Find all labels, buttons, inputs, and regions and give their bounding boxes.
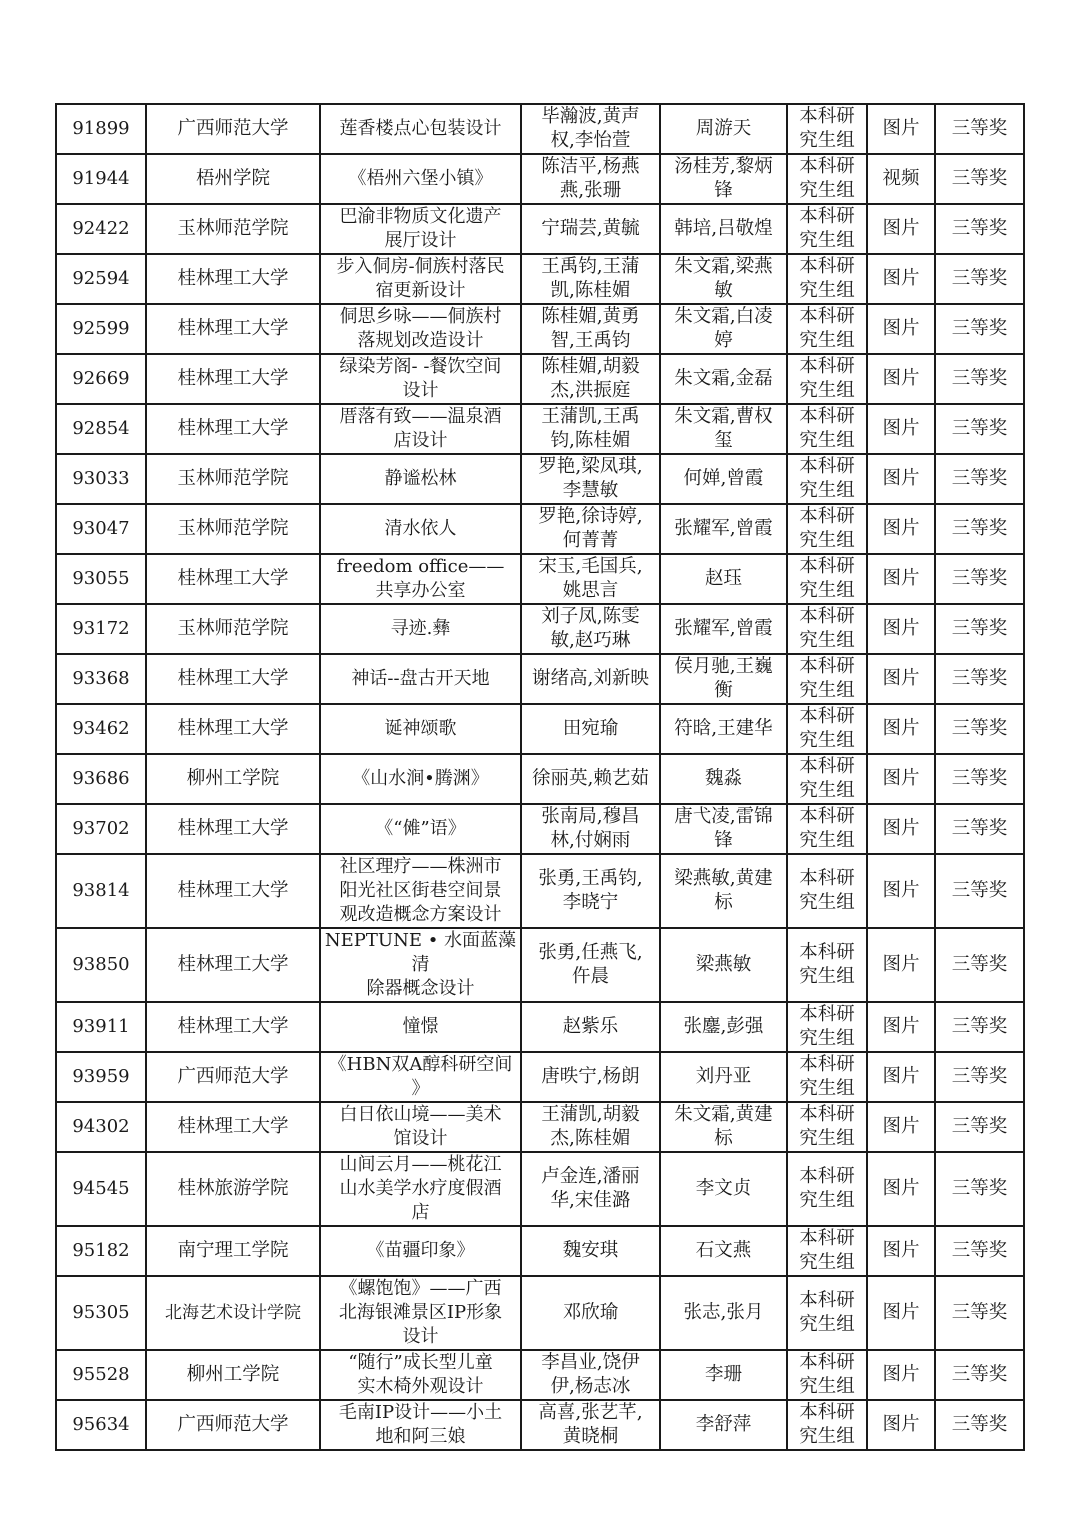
work-title-cell: 《螺饱饱》——广西 北海银滩景区IP形象 设计	[320, 1276, 521, 1350]
group-cell: 本科研 究生组	[787, 104, 867, 154]
school-cell: 桂林理工大学	[146, 928, 320, 1002]
table-row	[56, 604, 1024, 654]
media-type-cell: 图片	[867, 928, 935, 1002]
media-type-cell: 图片	[867, 604, 935, 654]
media-type-cell: 图片	[867, 204, 935, 254]
school-cell: 玉林师范学院	[146, 604, 320, 654]
table-row	[56, 1226, 1024, 1276]
media-type-cell: 图片	[867, 304, 935, 354]
advisors-cell: 张耀军,曾霞	[660, 504, 787, 554]
table-row	[56, 1002, 1024, 1052]
authors-cell: 张勇,任燕飞, 仵晨	[521, 928, 660, 1002]
table-row	[56, 304, 1024, 354]
authors-cell: 魏安琪	[521, 1226, 660, 1276]
media-type-cell: 图片	[867, 1002, 935, 1052]
school-cell: 桂林理工大学	[146, 1002, 320, 1052]
award-cell: 三等奖	[935, 754, 1024, 804]
group-cell: 本科研 究生组	[787, 804, 867, 854]
group-cell: 本科研 究生组	[787, 454, 867, 504]
entry-id-cell: 92422	[56, 204, 146, 254]
media-type-cell: 图片	[867, 804, 935, 854]
media-type-cell: 图片	[867, 1102, 935, 1152]
authors-cell: 罗艳,徐诗婷, 何菁菁	[521, 504, 660, 554]
entry-id-cell: 93911	[56, 1002, 146, 1052]
authors-cell: 刘子凤,陈雯 敏,赵巧琳	[521, 604, 660, 654]
entry-id-cell: 93686	[56, 754, 146, 804]
entry-id-cell: 91944	[56, 154, 146, 204]
school-cell: 南宁理工学院	[146, 1226, 320, 1276]
advisors-cell: 张鏖,彭强	[660, 1002, 787, 1052]
school-cell: 桂林理工大学	[146, 1102, 320, 1152]
entry-id-cell: 94545	[56, 1152, 146, 1226]
authors-cell: 宋玉,毛国兵, 姚思言	[521, 554, 660, 604]
advisors-cell: 朱文霜,梁燕 敏	[660, 254, 787, 304]
advisors-cell: 梁燕敏,黄建 标	[660, 854, 787, 928]
award-cell: 三等奖	[935, 104, 1024, 154]
entry-id-cell: 93462	[56, 704, 146, 754]
award-cell: 三等奖	[935, 554, 1024, 604]
group-cell: 本科研 究生组	[787, 254, 867, 304]
entry-id-cell: 91899	[56, 104, 146, 154]
table-row	[56, 504, 1024, 554]
work-title-cell: 巴渝非物质文化遗产 展厅设计	[320, 204, 521, 254]
group-cell: 本科研 究生组	[787, 154, 867, 204]
table-row	[56, 354, 1024, 404]
entry-id-cell: 93814	[56, 854, 146, 928]
award-cell: 三等奖	[935, 1002, 1024, 1052]
advisors-cell: 侯月驰,王巍 衡	[660, 654, 787, 704]
work-title-cell: 社区理疗——株洲市 阳光社区街巷空间景 观改造概念方案设计	[320, 854, 521, 928]
table-row	[56, 1102, 1024, 1152]
media-type-cell: 图片	[867, 754, 935, 804]
authors-cell: 陈桂媚,胡毅 杰,洪振庭	[521, 354, 660, 404]
media-type-cell: 图片	[867, 404, 935, 454]
award-cell: 三等奖	[935, 304, 1024, 354]
group-cell: 本科研 究生组	[787, 204, 867, 254]
entry-id-cell: 95305	[56, 1276, 146, 1350]
advisors-cell: 周游天	[660, 104, 787, 154]
advisors-cell: 石文燕	[660, 1226, 787, 1276]
advisors-cell: 朱文霜,白凌 婷	[660, 304, 787, 354]
advisors-cell: 赵珏	[660, 554, 787, 604]
group-cell: 本科研 究生组	[787, 928, 867, 1002]
school-cell: 桂林理工大学	[146, 704, 320, 754]
advisors-cell: 韩培,吕敬煌	[660, 204, 787, 254]
media-type-cell: 图片	[867, 354, 935, 404]
advisors-cell: 李舒萍	[660, 1400, 787, 1450]
group-cell: 本科研 究生组	[787, 654, 867, 704]
entry-id-cell: 92599	[56, 304, 146, 354]
school-cell: 桂林理工大学	[146, 304, 320, 354]
advisors-cell: 何婵,曾霞	[660, 454, 787, 504]
media-type-cell: 视频	[867, 154, 935, 204]
award-cell: 三等奖	[935, 1152, 1024, 1226]
media-type-cell: 图片	[867, 654, 935, 704]
award-cell: 三等奖	[935, 1226, 1024, 1276]
work-title-cell: NEPTUNE • 水面蓝藻清 除器概念设计	[320, 928, 521, 1002]
entry-id-cell: 93959	[56, 1052, 146, 1102]
work-title-cell: 《“傩”语》	[320, 804, 521, 854]
award-cell: 三等奖	[935, 654, 1024, 704]
authors-cell: 王蒲凯,胡毅 杰,陈桂媚	[521, 1102, 660, 1152]
table-row	[56, 1400, 1024, 1450]
group-cell: 本科研 究生组	[787, 1052, 867, 1102]
school-cell: 桂林理工大学	[146, 404, 320, 454]
advisors-cell: 张志,张月	[660, 1276, 787, 1350]
group-cell: 本科研 究生组	[787, 304, 867, 354]
work-title-cell: 寻迹.彝	[320, 604, 521, 654]
work-title-cell: 绿染芳阁- -餐饮空间 设计	[320, 354, 521, 404]
media-type-cell: 图片	[867, 1052, 935, 1102]
authors-cell: 谢绪高,刘新映	[521, 654, 660, 704]
table-row	[56, 454, 1024, 504]
authors-cell: 田宛瑜	[521, 704, 660, 754]
school-cell: 桂林理工大学	[146, 254, 320, 304]
authors-cell: 张南局,穆昌 林,付娴雨	[521, 804, 660, 854]
award-cell: 三等奖	[935, 454, 1024, 504]
group-cell: 本科研 究生组	[787, 1226, 867, 1276]
award-cell: 三等奖	[935, 254, 1024, 304]
advisors-cell: 梁燕敏	[660, 928, 787, 1002]
advisors-cell: 李珊	[660, 1350, 787, 1400]
work-title-cell: freedom office—— 共享办公室	[320, 554, 521, 604]
school-cell: 玉林师范学院	[146, 454, 320, 504]
table-row	[56, 654, 1024, 704]
authors-cell: 赵紫乐	[521, 1002, 660, 1052]
group-cell: 本科研 究生组	[787, 704, 867, 754]
award-cell: 三等奖	[935, 1052, 1024, 1102]
entry-id-cell: 93702	[56, 804, 146, 854]
award-cell: 三等奖	[935, 204, 1024, 254]
table-row	[56, 1152, 1024, 1226]
group-cell: 本科研 究生组	[787, 354, 867, 404]
work-title-cell: 白日依山境——美术 馆设计	[320, 1102, 521, 1152]
school-cell: 梧州学院	[146, 154, 320, 204]
award-cell: 三等奖	[935, 1102, 1024, 1152]
work-title-cell: 山间云月——桃花江 山水美学水疗度假酒 店	[320, 1152, 521, 1226]
work-title-cell: 《苗疆印象》	[320, 1226, 521, 1276]
authors-cell: 李昌业,饶伊 伊,杨志冰	[521, 1350, 660, 1400]
group-cell: 本科研 究生组	[787, 754, 867, 804]
work-title-cell: 清水依人	[320, 504, 521, 554]
authors-cell: 王禹钧,王蒲 凯,陈桂媚	[521, 254, 660, 304]
table-body	[56, 104, 1024, 1450]
work-title-cell: 《山水涧•腾渊》	[320, 754, 521, 804]
award-cell: 三等奖	[935, 354, 1024, 404]
authors-cell: 罗艳,梁凤琪, 李慧敏	[521, 454, 660, 504]
media-type-cell: 图片	[867, 854, 935, 928]
table-row	[56, 554, 1024, 604]
group-cell: 本科研 究生组	[787, 1102, 867, 1152]
award-cell: 三等奖	[935, 604, 1024, 654]
authors-cell: 张勇,王禹钧, 李晓宁	[521, 854, 660, 928]
advisors-cell: 刘丹亚	[660, 1052, 787, 1102]
media-type-cell: 图片	[867, 504, 935, 554]
media-type-cell: 图片	[867, 454, 935, 504]
group-cell: 本科研 究生组	[787, 404, 867, 454]
entry-id-cell: 95182	[56, 1226, 146, 1276]
work-title-cell: 诞神颂歌	[320, 704, 521, 754]
school-cell: 广西师范大学	[146, 1400, 320, 1450]
work-title-cell: 莲香楼点心包装设计	[320, 104, 521, 154]
school-cell: 柳州工学院	[146, 1350, 320, 1400]
advisors-cell: 李文贞	[660, 1152, 787, 1226]
work-title-cell: 厝落有致——温泉酒 店设计	[320, 404, 521, 454]
advisors-cell: 汤桂芳,黎炳 锋	[660, 154, 787, 204]
authors-cell: 卢金连,潘丽 华,宋佳潞	[521, 1152, 660, 1226]
school-cell: 广西师范大学	[146, 104, 320, 154]
awards-table	[55, 103, 1025, 1451]
media-type-cell: 图片	[867, 104, 935, 154]
group-cell: 本科研 究生组	[787, 1152, 867, 1226]
entry-id-cell: 93047	[56, 504, 146, 554]
table-row	[56, 1350, 1024, 1400]
work-title-cell: 神话--盘古开天地	[320, 654, 521, 704]
entry-id-cell: 93850	[56, 928, 146, 1002]
media-type-cell: 图片	[867, 254, 935, 304]
award-cell: 三等奖	[935, 1350, 1024, 1400]
group-cell: 本科研 究生组	[787, 854, 867, 928]
award-cell: 三等奖	[935, 404, 1024, 454]
authors-cell: 高喜,张艺芊, 黄晓桐	[521, 1400, 660, 1450]
table-row	[56, 854, 1024, 928]
group-cell: 本科研 究生组	[787, 1400, 867, 1450]
table-row	[56, 404, 1024, 454]
group-cell: 本科研 究生组	[787, 604, 867, 654]
advisors-cell: 张耀军,曾霞	[660, 604, 787, 654]
work-title-cell: 步入侗房-侗族村落民 宿更新设计	[320, 254, 521, 304]
school-cell: 玉林师范学院	[146, 504, 320, 554]
advisors-cell: 朱文霜,曹权 玺	[660, 404, 787, 454]
advisors-cell: 符晗,王建华	[660, 704, 787, 754]
award-cell: 三等奖	[935, 1276, 1024, 1350]
entry-id-cell: 92854	[56, 404, 146, 454]
authors-cell: 唐昳宁,杨朗	[521, 1052, 660, 1102]
work-title-cell: 毛南IP设计——小土 地和阿三娘	[320, 1400, 521, 1450]
school-cell: 北海艺术设计学院	[146, 1276, 320, 1350]
media-type-cell: 图片	[867, 1350, 935, 1400]
entry-id-cell: 93055	[56, 554, 146, 604]
work-title-cell: 静谧松林	[320, 454, 521, 504]
media-type-cell: 图片	[867, 554, 935, 604]
entry-id-cell: 95528	[56, 1350, 146, 1400]
media-type-cell: 图片	[867, 1152, 935, 1226]
entry-id-cell: 95634	[56, 1400, 146, 1450]
advisors-cell: 朱文霜,黄建 标	[660, 1102, 787, 1152]
entry-id-cell: 93033	[56, 454, 146, 504]
school-cell: 玉林师范学院	[146, 204, 320, 254]
table-row	[56, 804, 1024, 854]
award-cell: 三等奖	[935, 154, 1024, 204]
table-row	[56, 1276, 1024, 1350]
authors-cell: 陈桂媚,黄勇 智,王禹钧	[521, 304, 660, 354]
entry-id-cell: 93368	[56, 654, 146, 704]
authors-cell: 王蒲凯,王禹 钧,陈桂媚	[521, 404, 660, 454]
media-type-cell: 图片	[867, 704, 935, 754]
media-type-cell: 图片	[867, 1226, 935, 1276]
entry-id-cell: 93172	[56, 604, 146, 654]
group-cell: 本科研 究生组	[787, 1350, 867, 1400]
work-title-cell: 《梧州六堡小镇》	[320, 154, 521, 204]
table-row	[56, 754, 1024, 804]
authors-cell: 徐丽英,赖艺茹	[521, 754, 660, 804]
advisors-cell: 唐弋凌,雷锦 锋	[660, 804, 787, 854]
media-type-cell: 图片	[867, 1276, 935, 1350]
work-title-cell: 憧憬	[320, 1002, 521, 1052]
award-cell: 三等奖	[935, 928, 1024, 1002]
table-row	[56, 1052, 1024, 1102]
school-cell: 桂林旅游学院	[146, 1152, 320, 1226]
table-row	[56, 928, 1024, 1002]
school-cell: 桂林理工大学	[146, 354, 320, 404]
school-cell: 桂林理工大学	[146, 654, 320, 704]
award-cell: 三等奖	[935, 804, 1024, 854]
authors-cell: 邓欣瑜	[521, 1276, 660, 1350]
group-cell: 本科研 究生组	[787, 1276, 867, 1350]
media-type-cell: 图片	[867, 1400, 935, 1450]
award-cell: 三等奖	[935, 1400, 1024, 1450]
award-cell: 三等奖	[935, 704, 1024, 754]
school-cell: 桂林理工大学	[146, 854, 320, 928]
school-cell: 桂林理工大学	[146, 554, 320, 604]
school-cell: 广西师范大学	[146, 1052, 320, 1102]
entry-id-cell: 92669	[56, 354, 146, 404]
group-cell: 本科研 究生组	[787, 554, 867, 604]
award-cell: 三等奖	[935, 504, 1024, 554]
school-cell: 柳州工学院	[146, 754, 320, 804]
table-row	[56, 154, 1024, 204]
table-row	[56, 704, 1024, 754]
work-title-cell: 侗思乡咏——侗族村 落规划改造设计	[320, 304, 521, 354]
table-row	[56, 254, 1024, 304]
advisors-cell: 魏淼	[660, 754, 787, 804]
school-cell: 桂林理工大学	[146, 804, 320, 854]
authors-cell: 毕瀚波,黄声 权,李怡萱	[521, 104, 660, 154]
authors-cell: 陈洁平,杨燕 燕,张珊	[521, 154, 660, 204]
award-cell: 三等奖	[935, 854, 1024, 928]
entry-id-cell: 94302	[56, 1102, 146, 1152]
group-cell: 本科研 究生组	[787, 1002, 867, 1052]
work-title-cell: “随行”成长型儿童 实木椅外观设计	[320, 1350, 521, 1400]
table-row	[56, 204, 1024, 254]
entry-id-cell: 92594	[56, 254, 146, 304]
work-title-cell: 《HBN双A醇科研空间 》	[320, 1052, 521, 1102]
advisors-cell: 朱文霜,金磊	[660, 354, 787, 404]
group-cell: 本科研 究生组	[787, 504, 867, 554]
table-row	[56, 104, 1024, 154]
authors-cell: 宁瑞芸,黄毓	[521, 204, 660, 254]
